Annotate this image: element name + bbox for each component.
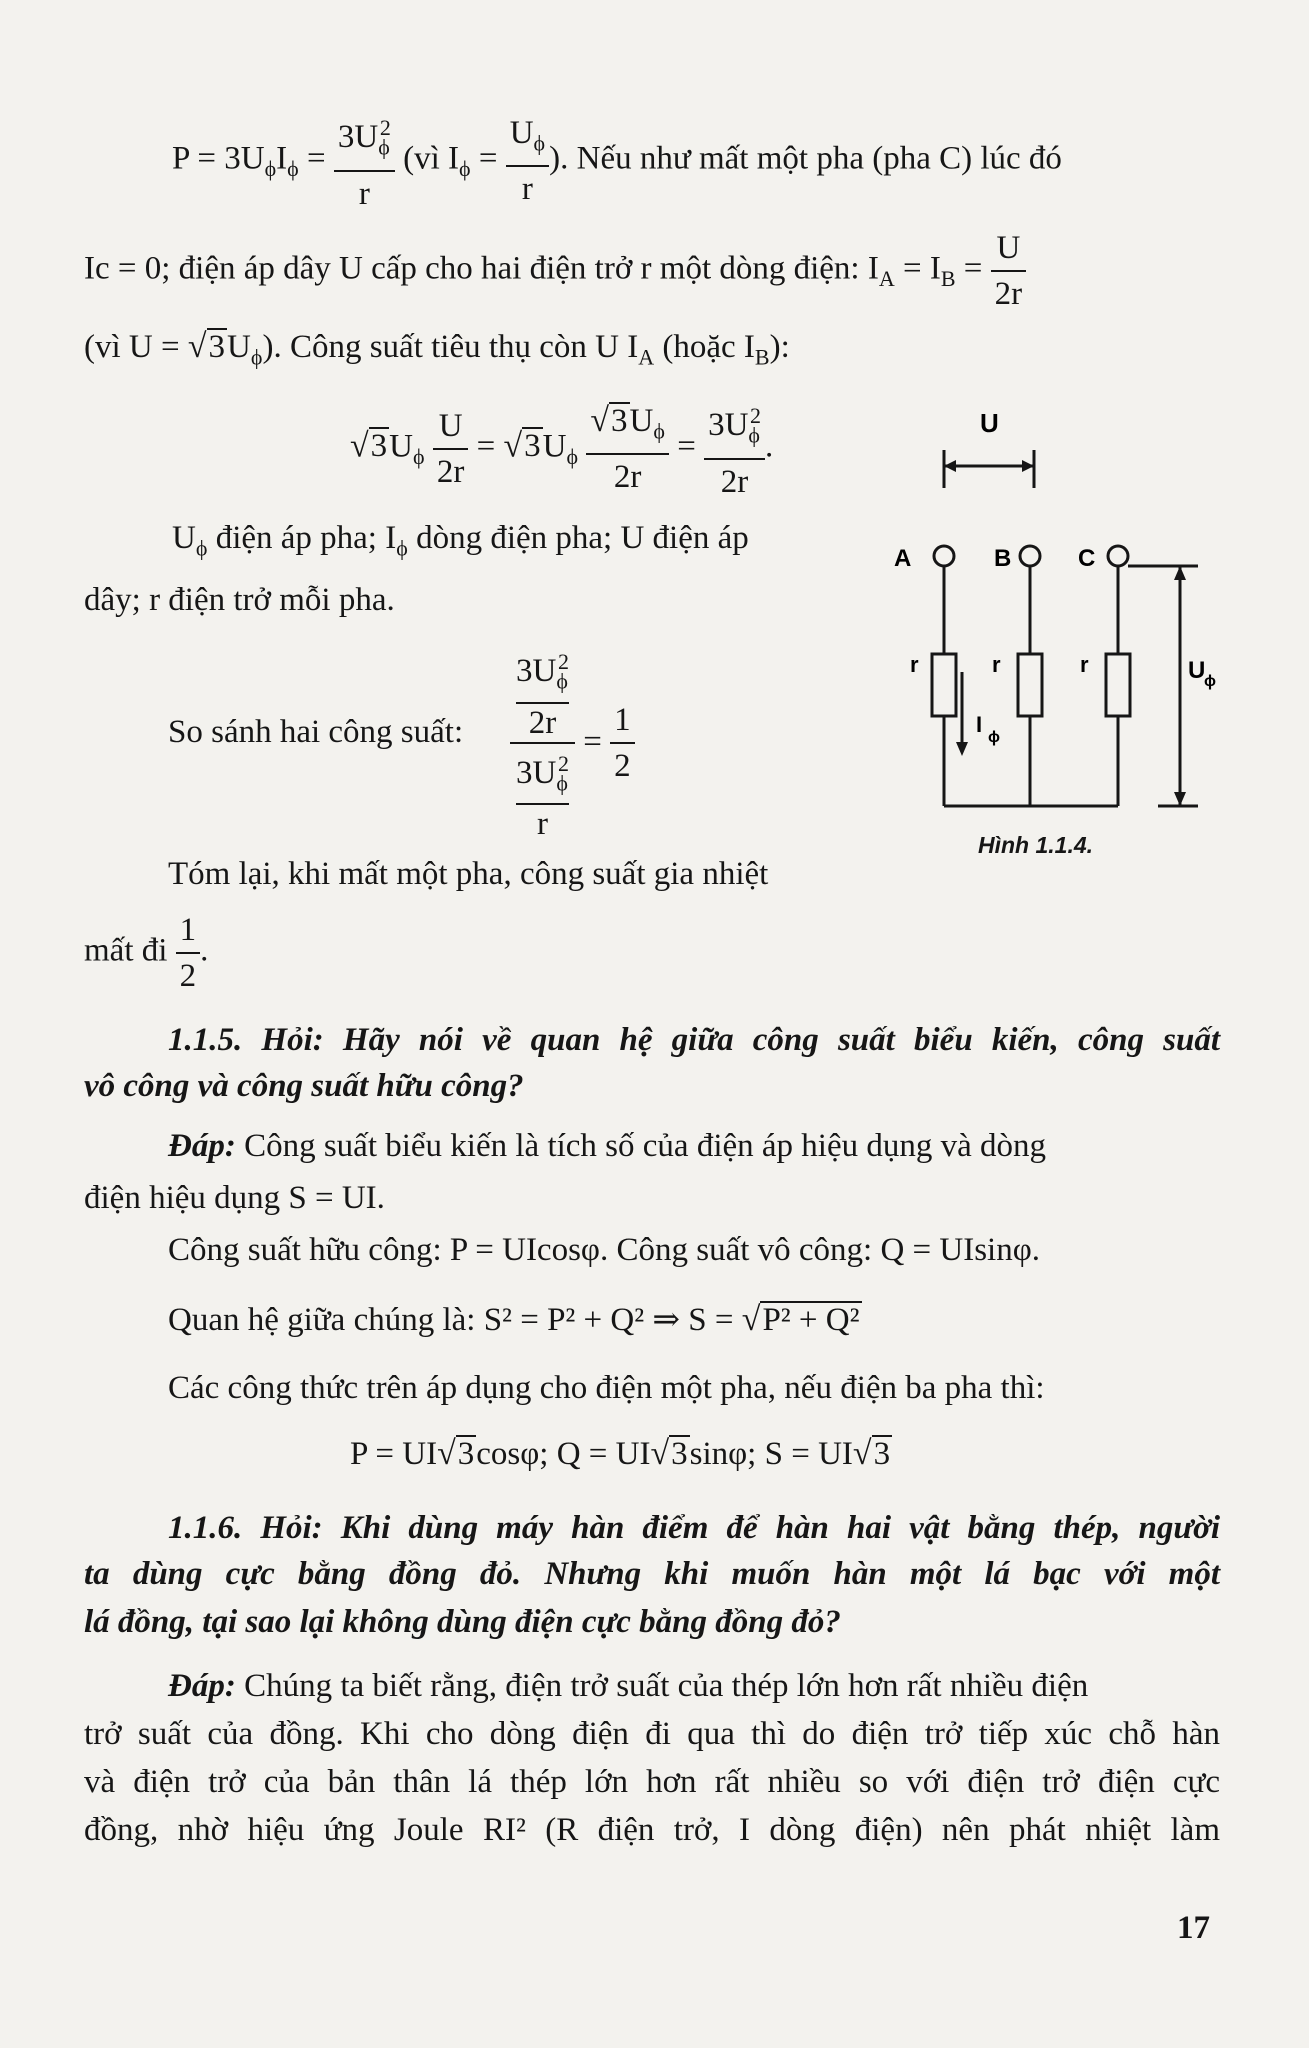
text-line-2: Ic = 0; điện áp dây U cấp cho hai điện trở r một dòng điện: $I_A = I_B$ = $\frac{U}{2r}$ [84, 228, 1026, 314]
text: dây; r điện trở mỗi pha. [84, 582, 395, 618]
sqrt-content: P² + Q² [762, 1302, 860, 1338]
label-r-a: r [910, 652, 919, 677]
q116-answer-3: và điện trở của bản thân lá thép lớn hơn rất nhiều so với điện trở điện cực [84, 1764, 1220, 1800]
text: cosφ; Q = UI [476, 1436, 651, 1472]
label-i-phi-sub: ϕ [988, 729, 1000, 746]
text: ). Công suất tiêu thụ còn U I [262, 329, 639, 365]
text-line-5 [84, 582, 395, 619]
q115-title-1: 1.1.5. Hỏi: Hãy nói về quan hệ giữa công suất biểu kiến, công suất [168, 1022, 1220, 1058]
text: (hoặc I [662, 329, 755, 365]
q115-answer-5: Các công thức trên áp dụng cho điện một pha, nếu điện ba pha thì: [168, 1370, 1045, 1406]
text-line-loss: mất đi $\frac{1}{2}$ . [84, 912, 209, 994]
text: Chúng ta biết rằng, điện trở suất của thép lớn hơn rất nhiều điện [244, 1668, 1089, 1704]
text: mất đi [84, 932, 168, 969]
q116-title-2: ta dùng cực bằng đồng đỏ. Nhưng khi muốn hàn một lá bạc với một [84, 1556, 1220, 1592]
page-number: 17 [1177, 1910, 1210, 1946]
label-u-phi-sub: ϕ [1204, 673, 1216, 690]
fraction: $\frac{U}{2r}$ [991, 228, 1027, 314]
q116-answer-4: đồng, nhờ hiệu ứng Joule RI² (R điện trở, I dòng điện) nên phát nhiệt làm [84, 1812, 1220, 1848]
q116-answer-1 [168, 1664, 1220, 1708]
label-b: B [994, 545, 1012, 572]
circuit-figure [880, 410, 1220, 880]
text: P = UI [350, 1436, 438, 1472]
label-r-c: r [1080, 652, 1089, 677]
text: điện áp pha; I [215, 520, 397, 556]
text: ): [769, 329, 790, 365]
text: dòng điện pha; U điện áp [416, 520, 749, 556]
q115-answer-4: Quan hệ giữa chúng là: S² = P² + Q² ⇒ S = √P² + Q² [168, 1301, 860, 1338]
fraction: $\frac{3U_\phi^2}{r}$ [334, 108, 395, 214]
text: So sánh hai công suất: [168, 714, 464, 750]
text: Công suất biểu kiến là tích số của điện áp hiệu dụng và dòng [244, 1128, 1046, 1164]
text: = [963, 250, 983, 287]
figure-caption: Hình 1.1.4. [978, 832, 1094, 858]
formula-line-1: $P = 3U_\phi I_\phi$ = $\frac{3U_\phi^2}{r}$ (vì $I_\phi$ = $\frac{U_\phi}{r}$ ). Nếu như mất một pha (pha C) lúc đó [172, 108, 1062, 214]
fraction: $\frac{U_\phi}{r}$ [506, 113, 549, 210]
text: (vì U = [84, 329, 180, 365]
text: ). Nếu như mất một pha (pha C) lúc đó [549, 140, 1062, 177]
text: Tóm lại, khi mất một pha, công suất gia nhiệt [168, 856, 769, 892]
q115-title-2: vô công và công suất hữu công? [84, 1068, 524, 1104]
label-a: A [894, 545, 912, 572]
text: Ic = 0; điện áp dây U cấp cho hai điện trở r một dòng điện: I [84, 250, 879, 287]
answer-label: Đáp: [168, 1668, 236, 1704]
compare-fraction: $3U_\phi^2$ 2r $3U_\phi^2$ r = $\frac{1}{2}$ [510, 642, 635, 843]
q115-answer-6: P = UI√3cosφ; Q = UI√3sinφ; S = UI√3 [350, 1435, 891, 1472]
q115-answer-3: Công suất hữu công: P = UIcosφ. Công suất vô công: Q = UIsinφ. [168, 1232, 1041, 1268]
label-i-phi: I [976, 712, 983, 737]
text: (vì I [403, 140, 459, 177]
label-c: C [1078, 545, 1096, 572]
q116-answer-2: trở suất của đồng. Khi cho dòng điện đi qua thì do điện trở tiếp xúc chỗ hàn [84, 1716, 1220, 1752]
label-u: U [980, 410, 999, 438]
label-u-phi: U [1188, 657, 1206, 684]
text-line-4: $U_\phi$ điện áp pha; $I_\phi$ dòng điện pha; U điện áp [172, 520, 749, 561]
answer-label: Đáp: [168, 1128, 236, 1164]
q115-answer-1 [168, 1124, 1220, 1168]
text-compare-powers [168, 714, 463, 751]
q116-title-3: lá đồng, tại sao lại không dùng điện cực bằng đồng đỏ? [84, 1604, 841, 1640]
equation-reduced-power: $√3U_\phi$ $\frac{U}{2r}$ = $√3U_\phi$ $\frac{√3U_\phi}{2r}$ = $\frac{3U_\phi^2}{2r}$ . [350, 396, 773, 502]
text: sinφ; S = UI [689, 1436, 853, 1472]
text: Quan hệ giữa chúng là: S² = P² + Q² ⇒ S = [168, 1302, 734, 1338]
q116-title-1: 1.1.6. Hỏi: Khi dùng máy hàn điểm để hàn hai vật bằng thép, người [168, 1510, 1220, 1546]
text: P = 3U [172, 140, 265, 177]
text-line-3: (vì $U = √3U_\phi$). Công suất tiêu thụ còn U $I_A$ (hoặc $I_B$): [84, 328, 790, 370]
text-line-summary [168, 856, 768, 893]
q115-answer-2: điện hiệu dụng S = UI. [84, 1180, 385, 1216]
label-r-b: r [992, 652, 1001, 677]
